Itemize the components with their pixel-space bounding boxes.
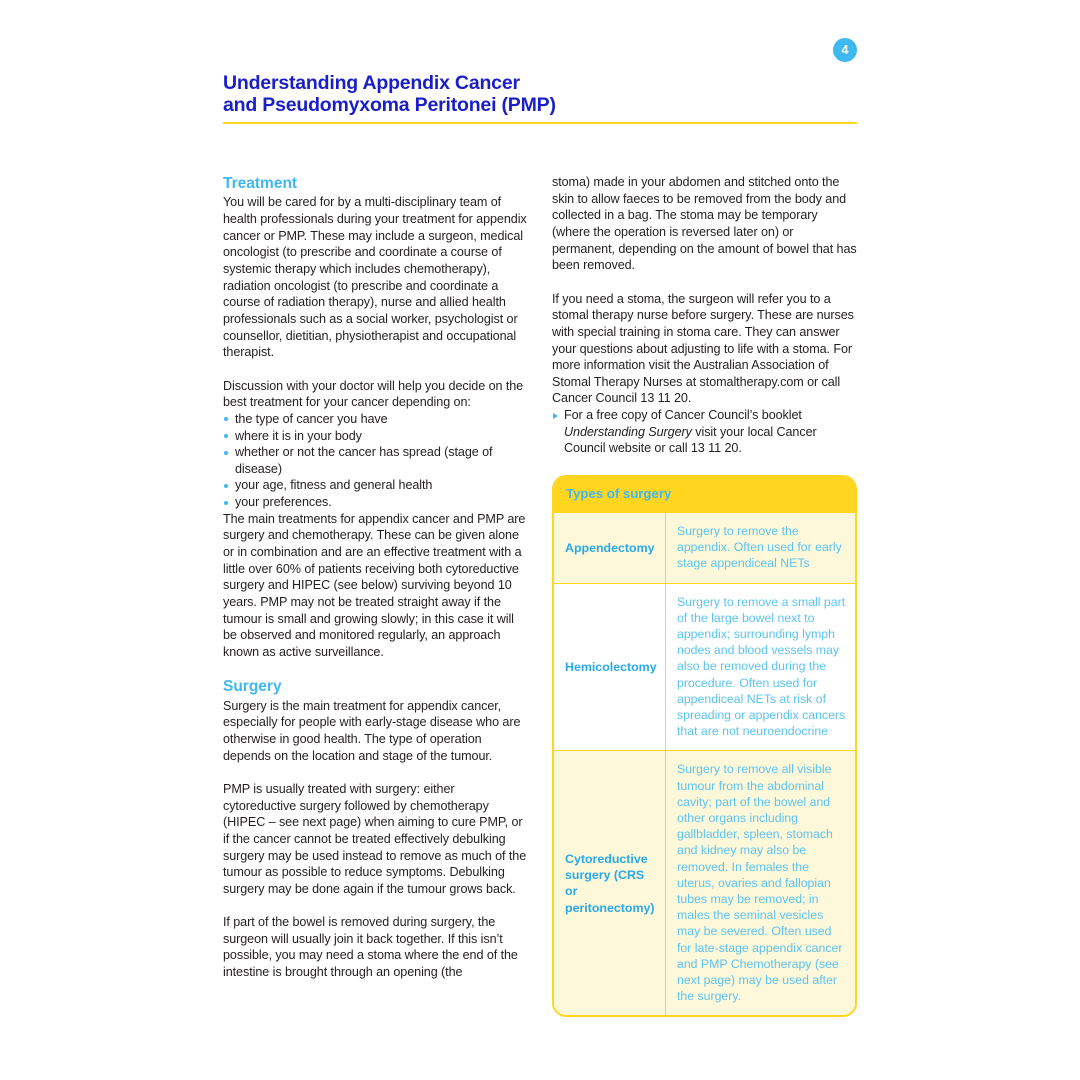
discussion-lead-paragraph: Discussion with your doctor will help you decide on the best treatment for your cancer depending on:: [223, 378, 524, 410]
surgery-type-description: Surgery to remove the appendix. Often used for early stage appendiceal NETs: [677, 523, 842, 571]
list-item: [552, 407, 857, 457]
section-heading-treatment: Treatment: [223, 175, 298, 192]
table-cell-description: [666, 584, 855, 751]
right-column: [552, 174, 857, 1017]
callout-text-suffix: visit your local Cancer Council website or call 13 11 20.: [564, 424, 817, 456]
stoma-paragraph-1: stoma) made in your abdomen and stitched onto the skin to allow faeces to be removed from the body and collected in a bag. The stoma may be temporary (where the operation is reversed later on) or permanent, depending on the amount of bowel that has been removed.: [552, 175, 857, 273]
list-item: the type of cancer you have: [223, 411, 528, 428]
body-columns: [223, 174, 857, 1017]
surgery-type-name: Appendectomy: [565, 540, 655, 555]
surgery-type-description: Surgery to remove a small part of the large bowel next to appendix; surrounding lymph nodes and blood vessels may also be removed during the procedure. Often used for appendiceal NETs at risk of spreading or appendix cancers that are not neuroendocrine: [677, 594, 846, 739]
section-heading-surgery: Surgery: [223, 678, 282, 696]
table-header-row: [554, 477, 855, 512]
list-item: where it is in your body: [223, 428, 528, 445]
table-cell-label: [554, 584, 666, 751]
surgery-paragraph-3: If part of the bowel is removed during surgery, the surgeon will usually join it back together. If this isn’t possible, you may need a stoma where the end of the intestine is brought through an opening (the: [223, 915, 518, 980]
stoma-paragraph-2: If you need a stoma, the surgeon will refer you to a stomal therapy nurse before surgery. These are nurses with special training in stoma care. They can answer your questions about adjusting to life with a stoma. For more information visit the Australian Association of Stomal Therapy Nurses at stomaltherapy.com or call Cancer Council 13 11 20.: [552, 291, 854, 406]
callout-text-prefix: For a free copy of Cancer Council’s booklet: [564, 408, 802, 423]
main-treatments-paragraph: The main treatments for appendix cancer and PMP are surgery and chemotherapy. These can be given alone or in combination and are an effective treatment with a little over 60% of patients receiving both cytoreductive surgery and HIPEC (see below) surviving beyond 10 years. PMP may not be treated straight away if the tumour is small and growing slowly; in this case it will be observed and monitored regularly, an approach known as active surveillance.: [223, 511, 526, 660]
list-item: your preferences.: [223, 494, 528, 511]
treatment-factors-list: [223, 411, 528, 511]
page-number-badge: 4: [833, 38, 857, 62]
page-title-line-2: and Pseudomyxoma Peritonei (PMP): [223, 94, 556, 117]
table-row: [554, 583, 855, 751]
surgery-type-name: Hemicolectomy: [565, 659, 657, 674]
surgery-type-name: Cytoreductive surgery (CRS or peritonectomy): [565, 851, 655, 915]
table-row: [554, 512, 855, 583]
table-cell-label: [554, 751, 666, 1015]
surgery-type-description: Surgery to remove all visible tumour from the abdominal cavity; part of the bowel and other organs including gallbladder, spleen, stomach and kidney may also be removed. In females the uterus, ovaries and fallopian tubes may be removed; in males the seminal vesicles may be severed. Often used for late-stage appendix cancer and PMP Chemotherapy (see next page) may be used after the surgery.: [677, 762, 843, 1004]
table-cell-description: [666, 751, 855, 1015]
table-cell-label: [554, 513, 666, 583]
header-rule-divider: [223, 122, 857, 124]
surgery-paragraph-2: PMP is usually treated with surgery: either cytoreductive surgery followed by chemotherapy (HIPEC – see next page) when aiming to cure PMP, or if the cancer cannot be treated effectively debulking surgery may be used instead to remove as much of the tumour as possible to reduce symptoms. Debulking surgery may be done again if the tumour grows back.: [223, 781, 527, 896]
treatment-paragraph-1: You will be cared for by a multi-disciplinary team of health professionals during your treatment for appendix cancer or PMP. These may include a surgeon, medical oncologist (to prescribe and coordinate a course of systemic therapy which includes chemotherapy), radiation oncologist (to prescribe and coordinate a course of radiation therapy), nurse and allied health professionals such as a social worker, psychologist or counsellor, dietitian, physiotherapist and occupational therapist.: [223, 195, 527, 360]
types-of-surgery-table: [552, 475, 857, 1017]
list-item: whether or not the cancer has spread (stage of disease): [223, 444, 528, 477]
table-cell-description: [666, 513, 855, 583]
table-header-label: Types of surgery: [566, 486, 672, 502]
callout-booklet-title: Understanding Surgery: [564, 424, 692, 439]
booklet-callout-list: [552, 407, 857, 457]
document-header: [223, 72, 857, 124]
page-title-line-1: Understanding Appendix Cancer: [223, 72, 520, 94]
surgery-paragraph-1: Surgery is the main treatment for appendix cancer, especially for people with early-stage disease who are otherwise in good health. The type of operation depends on the location and stage of the tumour.: [223, 698, 521, 763]
table-row: [554, 750, 855, 1015]
left-column: [223, 174, 528, 1017]
list-item: your age, fitness and general health: [223, 477, 528, 494]
